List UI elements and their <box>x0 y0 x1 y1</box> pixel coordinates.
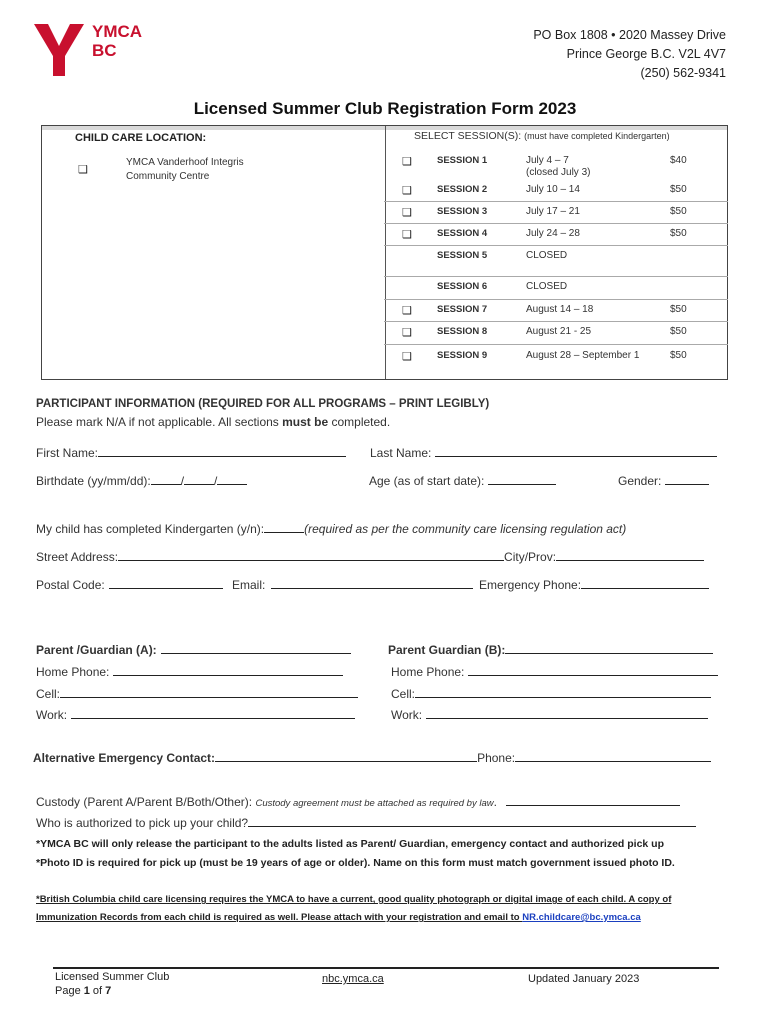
guardian-b-line[interactable] <box>505 642 713 654</box>
session-8-date: August 21 - 25 <box>526 326 592 337</box>
street-address-line[interactable] <box>118 549 504 561</box>
pickup-line[interactable] <box>248 815 696 827</box>
last-name-label: Last Name: <box>370 446 432 460</box>
participant-sub-post: completed. <box>328 415 391 429</box>
birthdate-slash: / <box>214 474 218 488</box>
custody-line[interactable] <box>506 794 680 806</box>
session-9-date: August 28 – September 1 <box>526 350 640 361</box>
session-2-date: July 10 – 14 <box>526 184 580 195</box>
footer-page-total: 7 <box>105 985 112 997</box>
session-8-name: SESSION 8 <box>437 326 488 337</box>
session-7-price: $50 <box>670 304 687 315</box>
alternative-phone-label: Phone: <box>477 751 516 765</box>
kindergarten-note: (required as per the community care licensing regulation act) <box>304 522 627 536</box>
form-title: Licensed Summer Club Registration Form 2023 <box>193 99 577 118</box>
emergency-phone-field[interactable] <box>479 577 709 592</box>
sessions-heading-label: SELECT SESSION(S): <box>414 130 522 142</box>
pickup-label: Who is authorized to pick up your child? <box>36 816 249 830</box>
custody-note: Custody agreement must be attached as required by law <box>255 798 494 809</box>
session-1-checkbox[interactable]: ❑ <box>402 156 412 168</box>
guardian-b-work-line[interactable] <box>426 707 708 719</box>
gender-field[interactable] <box>618 473 709 488</box>
session-1-price: $40 <box>670 155 687 166</box>
childcare-email-link[interactable]: NR.childcare@bc.ymca.ca <box>522 912 641 923</box>
session-separator <box>384 276 728 277</box>
guardian-b-home-phone-line[interactable] <box>468 664 718 676</box>
footer-updated: Updated January 2023 <box>528 973 640 985</box>
custody-field[interactable] <box>36 794 680 809</box>
logo-text <box>92 22 142 60</box>
session-6-date: CLOSED <box>526 281 568 292</box>
address-line-1: PO Box 1808 • 2020 Massey Drive <box>533 28 726 42</box>
emergency-phone-label: Emergency Phone: <box>479 578 582 592</box>
kindergarten-line[interactable] <box>264 521 304 533</box>
participant-subheading <box>36 415 390 429</box>
guardian-b-cell-field[interactable] <box>391 686 711 701</box>
age-field[interactable] <box>369 473 556 488</box>
email-label: Email: <box>232 578 266 592</box>
participant-sub-pre: Please mark N/A if not applicable. All sections <box>36 415 283 429</box>
ymca-logo-icon <box>34 22 84 76</box>
birthdate-slash: / <box>180 474 185 488</box>
age-label: Age (as of start date): <box>369 474 485 488</box>
session-7-date: August 14 – 18 <box>526 304 594 315</box>
session-3-name: SESSION 3 <box>437 206 488 217</box>
session-separator <box>384 321 728 322</box>
guardian-b-work-field[interactable] <box>391 707 708 722</box>
photo-id-notice: *Photo ID is required for pick up (must be 19 years of age or older). Name on this form must match government issued photo ID. <box>36 857 675 869</box>
guardian-a-cell-line[interactable] <box>60 686 358 698</box>
pickup-field[interactable] <box>36 815 696 830</box>
alternative-contact-line[interactable] <box>215 750 477 762</box>
session-separator <box>384 344 728 345</box>
session-1-name: SESSION 1 <box>437 155 488 166</box>
guardian-a-field[interactable] <box>36 642 351 657</box>
guardian-b-work-label: Work: <box>391 708 423 722</box>
gender-label: Gender: <box>618 474 662 488</box>
first-name-label: First Name: <box>36 446 99 460</box>
org-address <box>533 26 726 83</box>
session-1-date-text: July 4 – 7 <box>526 155 569 166</box>
session-4-price: $50 <box>670 228 687 239</box>
birthdate-yy-line[interactable] <box>151 473 181 485</box>
guardian-b-cell-label: Cell: <box>391 687 416 701</box>
street-address-field[interactable] <box>36 549 704 564</box>
address-line-2: Prince George B.C. V2L 4V7 <box>566 47 726 61</box>
birthdate-field[interactable] <box>36 473 247 488</box>
birthdate-dd-line[interactable] <box>217 473 247 485</box>
participant-sub-bold: must be <box>282 415 329 429</box>
guardian-a-cell-field[interactable] <box>36 686 358 701</box>
session-2-name: SESSION 2 <box>437 184 488 195</box>
session-2-checkbox[interactable]: ❑ <box>402 185 412 197</box>
postal-code-field[interactable] <box>36 577 223 592</box>
custody-dot: . <box>493 795 497 809</box>
licensing-notice-text2: Immunization Records from each child is required as well. Please attach with your registration and email to <box>36 912 523 923</box>
session-1-date <box>526 155 590 179</box>
address-line-3: (250) 562-9341 <box>640 66 726 80</box>
guardian-b-home-phone-label: Home Phone: <box>391 665 465 679</box>
first-name-line[interactable] <box>98 445 346 457</box>
guardian-a-home-phone-label: Home Phone: <box>36 665 110 679</box>
alternative-contact-label: Alternative Emergency Contact: <box>33 751 216 765</box>
participant-heading: PARTICIPANT INFORMATION (REQUIRED FOR ALL PROGRAMS – PRINT LEGIBLY) <box>36 398 490 410</box>
session-8-checkbox[interactable]: ❑ <box>402 327 412 339</box>
session-separator <box>384 223 728 224</box>
city-line[interactable] <box>556 549 704 561</box>
footer-page-num: 1 <box>83 985 90 997</box>
email-line[interactable] <box>271 577 473 589</box>
guardian-a-work-line[interactable] <box>71 707 355 719</box>
session-1-date-note: (closed July 3) <box>526 167 591 178</box>
age-line[interactable] <box>488 473 556 485</box>
kindergarten-field[interactable] <box>36 521 626 536</box>
logo-line-1: YMCA <box>92 22 143 41</box>
box-divider <box>385 126 386 379</box>
release-notice: *YMCA BC will only release the participant to the adults listed as Parent/ Guardian, emergency contact and authorized pick up <box>36 838 665 850</box>
first-name-field[interactable] <box>36 445 346 460</box>
footer-website-link[interactable]: nbc.ymca.ca <box>322 973 384 985</box>
location-checkbox[interactable]: ❑ <box>78 164 88 176</box>
last-name-field[interactable] <box>370 445 717 460</box>
sessions-heading-note: (must have completed Kindergarten) <box>524 131 670 141</box>
last-name-line[interactable] <box>435 445 717 457</box>
emergency-phone-line[interactable] <box>581 577 709 589</box>
city-label: City/Prov: <box>504 550 557 564</box>
session-3-price: $50 <box>670 206 687 217</box>
alternative-phone-line[interactable] <box>515 750 711 762</box>
footer-page-pre: Page <box>55 985 84 997</box>
session-separator <box>384 245 728 246</box>
licensing-notice-text1: *British Columbia child care licensing requires the YMCA to have a current, good quality photograph or digital image of each child. A copy of <box>36 894 672 905</box>
guardian-b-home-phone-field[interactable] <box>391 664 718 679</box>
session-5-date: CLOSED <box>526 250 568 261</box>
session-4-checkbox[interactable]: ❑ <box>402 229 412 241</box>
alternative-contact-field[interactable] <box>33 750 711 765</box>
session-4-date: July 24 – 28 <box>526 228 580 239</box>
guardian-b-label: Parent Guardian (B): <box>388 643 506 657</box>
guardian-b-cell-line[interactable] <box>415 686 711 698</box>
kindergarten-label: My child has completed Kindergarten (y/n): <box>36 522 265 536</box>
guardian-a-home-phone-line[interactable] <box>113 664 343 676</box>
custody-label: Custody (Parent A/Parent B/Both/Other): <box>36 795 253 809</box>
session-3-checkbox[interactable]: ❑ <box>402 207 412 219</box>
licensing-notice-line2 <box>36 912 641 923</box>
footer-page-mid: of <box>89 985 106 997</box>
session-separator <box>384 201 728 202</box>
guardian-a-line[interactable] <box>161 642 351 654</box>
session-3-date: July 17 – 21 <box>526 206 580 217</box>
session-7-checkbox[interactable]: ❑ <box>402 305 412 317</box>
postal-code-label: Postal Code: <box>36 578 105 592</box>
session-4-name: SESSION 4 <box>437 228 488 239</box>
licensing-notice-line1 <box>36 894 671 905</box>
location-heading: CHILD CARE LOCATION: <box>75 132 207 144</box>
session-8-price: $50 <box>670 326 687 337</box>
guardian-a-label: Parent /Guardian (A): <box>36 643 157 657</box>
session-6-name: SESSION 6 <box>437 281 488 292</box>
guardian-b-field[interactable] <box>388 642 713 657</box>
footer-left <box>55 970 169 998</box>
sessions-heading <box>414 130 670 142</box>
session-9-checkbox[interactable]: ❑ <box>402 351 412 363</box>
postal-code-line[interactable] <box>109 577 223 589</box>
session-5-name: SESSION 5 <box>437 250 488 261</box>
session-7-name: SESSION 7 <box>437 304 488 315</box>
session-9-price: $50 <box>670 350 687 361</box>
footer-rule <box>53 967 719 969</box>
guardian-a-cell-label: Cell: <box>36 687 61 701</box>
footer-form-name: Licensed Summer Club <box>55 971 170 983</box>
birthdate-label: Birthdate (yy/mm/dd): <box>36 474 151 488</box>
guardian-a-work-label: Work: <box>36 708 68 722</box>
guardian-a-work-field[interactable] <box>36 707 355 722</box>
guardian-a-home-phone-field[interactable] <box>36 664 343 679</box>
footer-page-number <box>55 984 169 998</box>
gender-line[interactable] <box>665 473 709 485</box>
location-name: YMCA Vanderhoof Integris Community Centre <box>126 157 244 182</box>
birthdate-mm-line[interactable] <box>184 473 214 485</box>
session-9-name: SESSION 9 <box>437 350 488 361</box>
email-field[interactable] <box>232 577 473 592</box>
logo-line-2: BC <box>92 41 117 60</box>
session-separator <box>384 299 728 300</box>
session-2-price: $50 <box>670 184 687 195</box>
street-address-label: Street Address: <box>36 550 119 564</box>
